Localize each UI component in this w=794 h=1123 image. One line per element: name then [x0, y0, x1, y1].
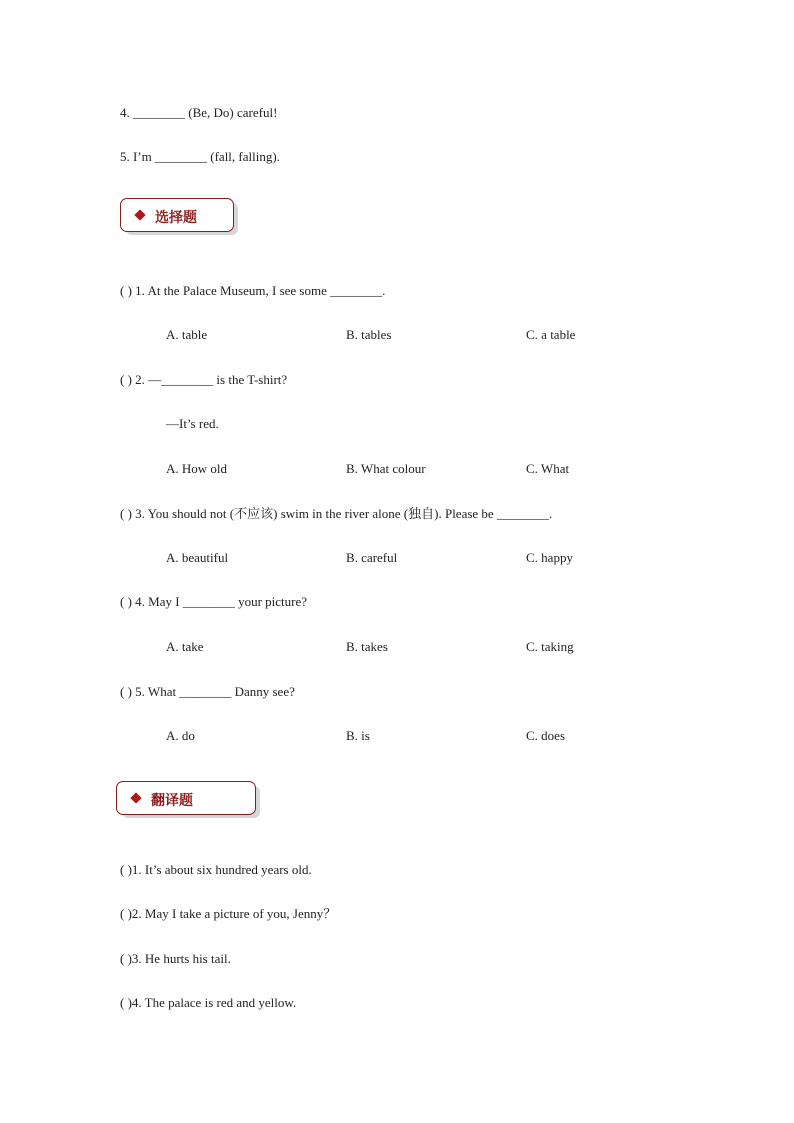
- translate-question-4: ( )4. The palace is red and yellow.: [120, 995, 297, 1010]
- choice-1-option-a: A. table: [166, 327, 208, 342]
- section-header-choice: [120, 198, 234, 232]
- choice-2-reply: —It’s red.: [166, 416, 219, 431]
- choice-question-3: ( ) 3. You should not (不应该) swim in the river alone (独自). Please be ________.: [120, 506, 553, 521]
- section-title: 翻译题: [151, 793, 193, 809]
- fill-blank-5: 5. I’m ________ (fall, falling).: [120, 149, 280, 164]
- choice-5-option-c: C. does: [526, 728, 565, 743]
- choice-2-option-a: A. How old: [166, 461, 228, 476]
- choice-2-option-c: C. What: [526, 461, 570, 476]
- translate-question-2: ( )2. May I take a picture of you, Jenny？: [120, 906, 337, 921]
- translate-question-3: ( )3. He hurts his tail.: [120, 951, 231, 966]
- section-header-translate: [116, 781, 256, 815]
- fill-blank-4: 4. ________ (Be, Do) careful!: [120, 105, 278, 120]
- choice-3-option-c: C. happy: [526, 550, 573, 565]
- choice-3-option-a: A. beautiful: [166, 550, 229, 565]
- choice-question-1: ( ) 1. At the Palace Museum, I see some ________.: [120, 283, 386, 298]
- choice-5-option-b: B. is: [346, 728, 370, 743]
- choice-question-5: ( ) 5. What ________ Danny see?: [120, 684, 295, 699]
- choice-question-2: ( ) 2. —________ is the T-shirt?: [120, 372, 288, 387]
- choice-4-option-b: B. takes: [346, 639, 388, 654]
- translate-question-1: ( )1. It’s about six hundred years old.: [120, 862, 312, 877]
- choice-5-option-a: A. do: [166, 728, 195, 743]
- choice-4-option-a: A. take: [166, 639, 204, 654]
- choice-1-option-c: C. a table: [526, 327, 576, 342]
- choice-question-4: ( ) 4. May I ________ your picture?: [120, 594, 308, 609]
- diamond-bullet-icon: [130, 792, 141, 803]
- section-title: 选择题: [155, 210, 197, 226]
- choice-1-option-b: B. tables: [346, 327, 392, 342]
- choice-4-option-c: C. taking: [526, 639, 574, 654]
- choice-2-option-b: B. What colour: [346, 461, 426, 476]
- choice-3-option-b: B. careful: [346, 550, 398, 565]
- diamond-bullet-icon: [134, 209, 145, 220]
